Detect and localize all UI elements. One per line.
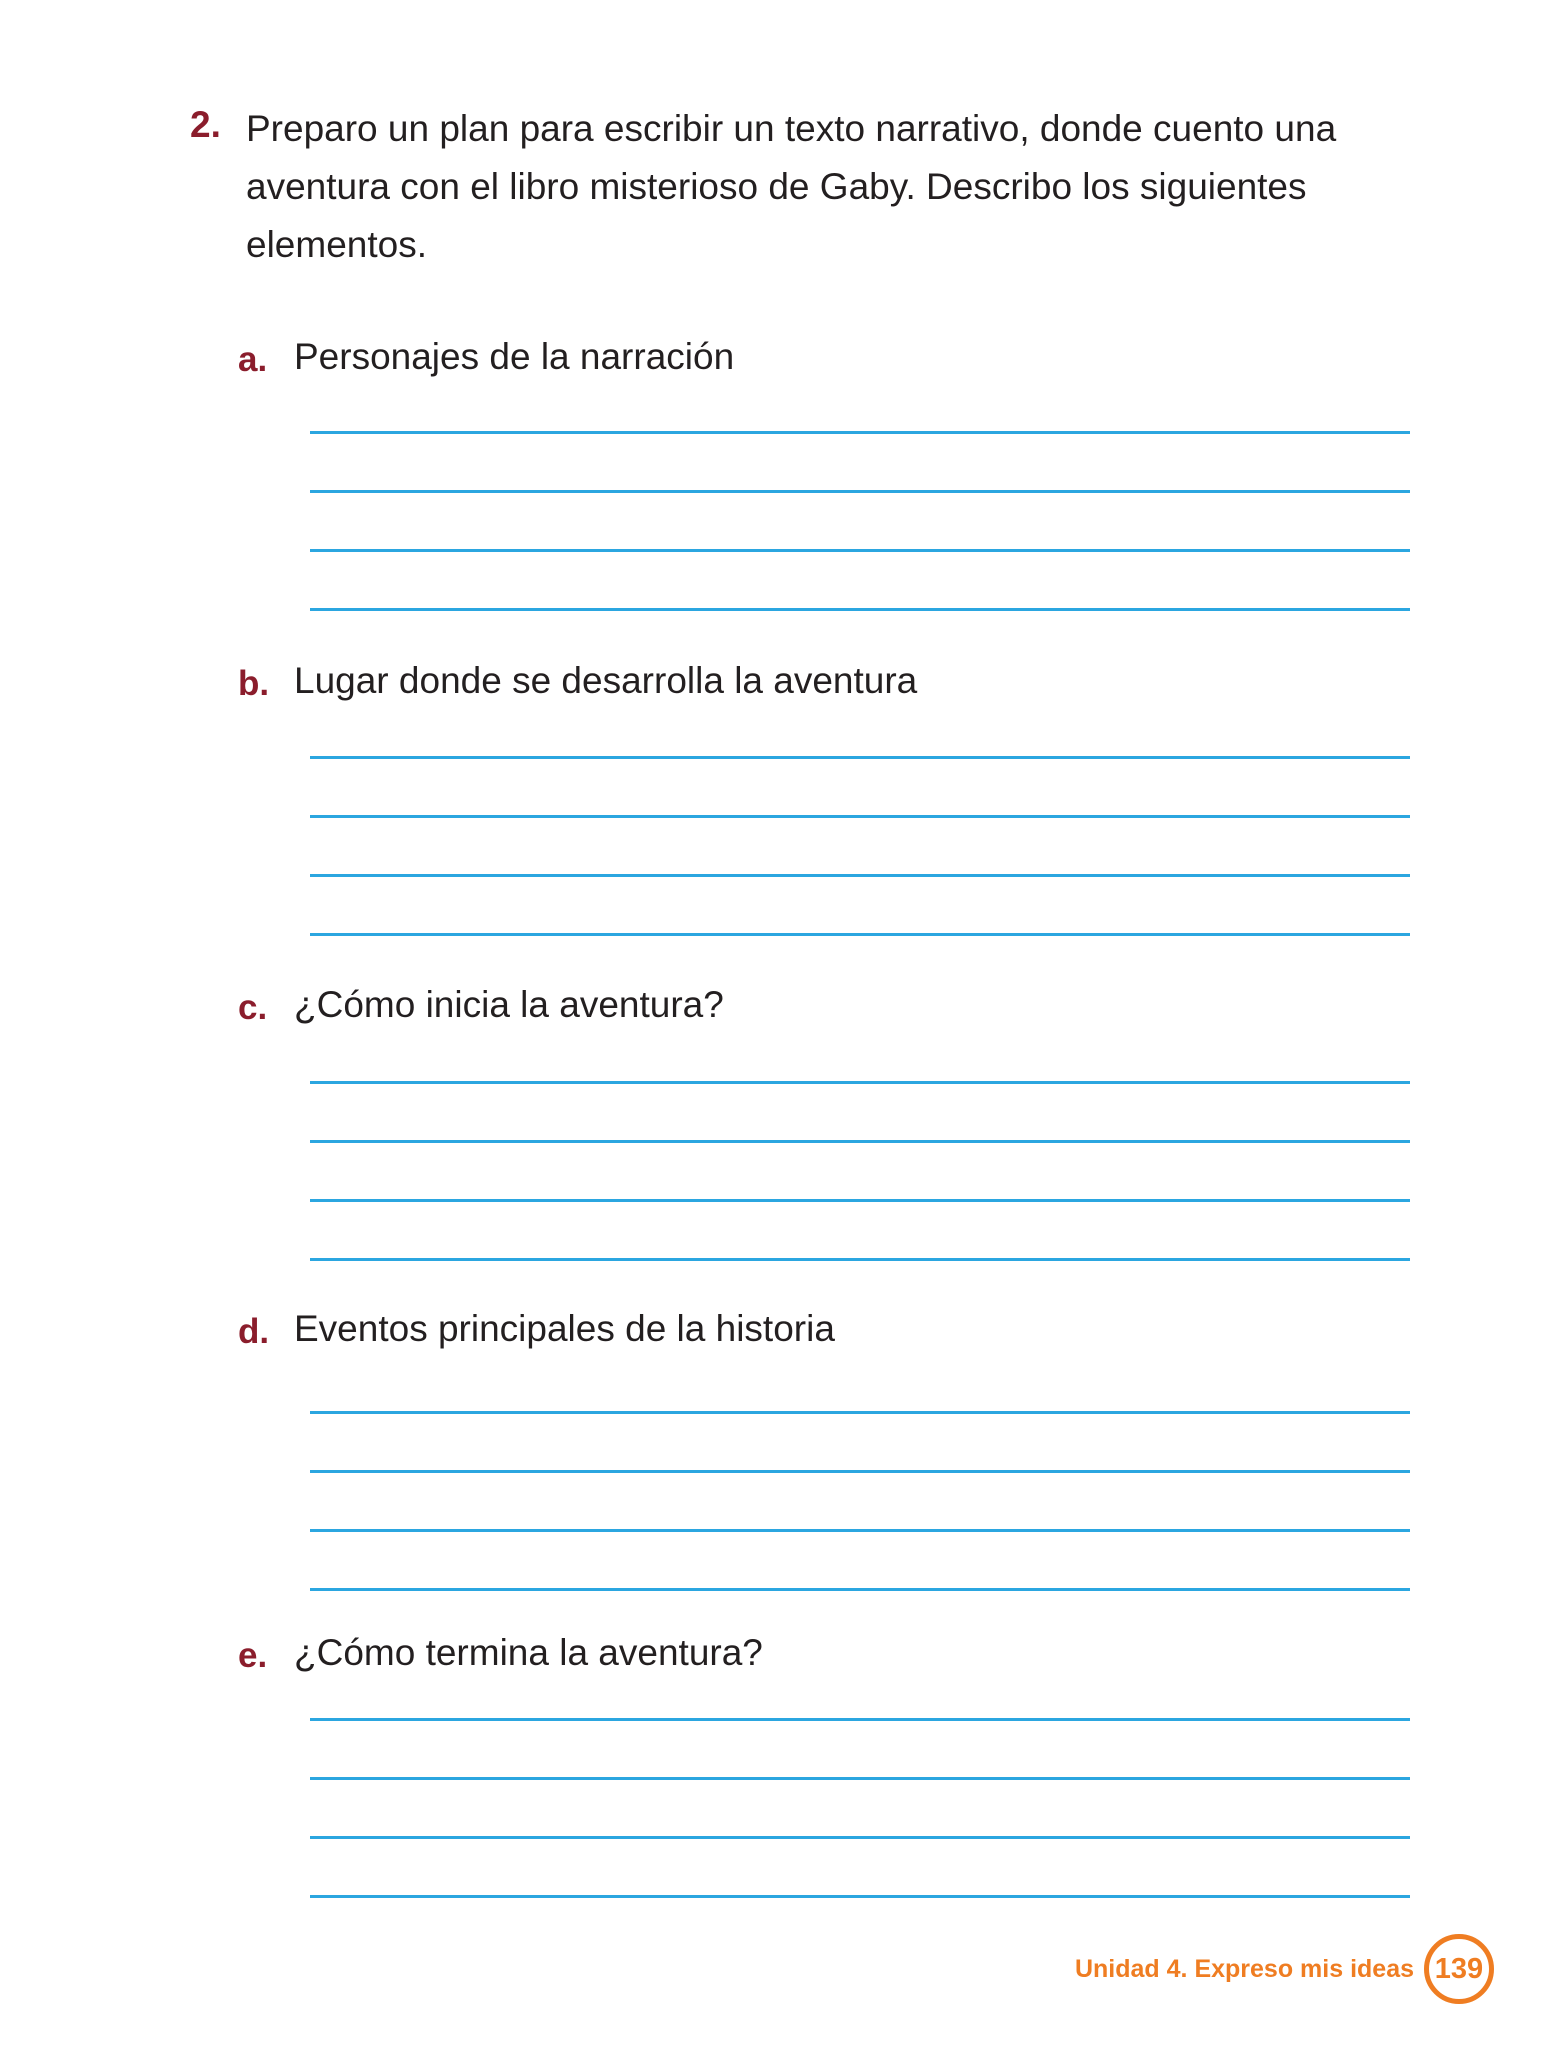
answer-line[interactable] (310, 756, 1410, 759)
answer-line[interactable] (310, 1588, 1410, 1591)
answer-line[interactable] (310, 1199, 1410, 1202)
answer-line[interactable] (310, 874, 1410, 877)
answer-line[interactable] (310, 1411, 1410, 1414)
item-letter: e. (238, 1636, 268, 1675)
answer-line[interactable] (310, 549, 1410, 552)
footer-unit-title: Unidad 4. Expreso mis ideas (1074, 1954, 1414, 1983)
item-label: Personajes de la narración (294, 336, 735, 377)
answer-line[interactable] (310, 1258, 1410, 1261)
answer-line[interactable] (310, 608, 1410, 611)
answer-line[interactable] (310, 1836, 1410, 1839)
answer-line[interactable] (310, 1081, 1410, 1084)
item-letter: d. (238, 1312, 270, 1351)
question-number: 2. (190, 104, 221, 145)
page-number-badge (1424, 1934, 1494, 2004)
item-label: Eventos principales de la historia (294, 1308, 835, 1349)
item-label: ¿Cómo termina la aventura? (294, 1632, 763, 1673)
answer-line[interactable] (310, 1470, 1410, 1473)
answer-line[interactable] (310, 1140, 1410, 1143)
question-text: Preparo un plan para escribir un texto narrativo, donde cuento una aventura con el libro misterioso de Gaby. Describo los siguientes elementos. (246, 108, 1337, 265)
item-label: Lugar donde se desarrolla la aventura (294, 660, 918, 701)
item-letter: c. (238, 988, 268, 1027)
item-letter: b. (238, 664, 270, 703)
answer-line[interactable] (310, 815, 1410, 818)
item-letter: a. (238, 340, 268, 379)
answer-line[interactable] (310, 1718, 1410, 1721)
answer-line[interactable] (310, 933, 1410, 936)
page-footer (1075, 1934, 1494, 2004)
item-label: ¿Cómo inicia la aventura? (294, 984, 724, 1025)
answer-line[interactable] (310, 1529, 1410, 1532)
answer-line[interactable] (310, 490, 1410, 493)
answer-line[interactable] (310, 1777, 1410, 1780)
answer-line[interactable] (310, 1895, 1410, 1898)
answer-line[interactable] (310, 431, 1410, 434)
page-number: 139 (1434, 1952, 1484, 1985)
